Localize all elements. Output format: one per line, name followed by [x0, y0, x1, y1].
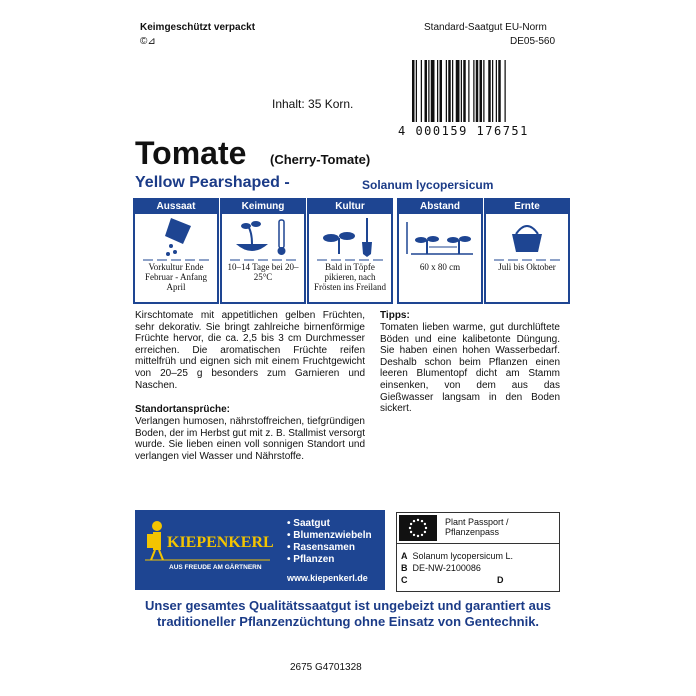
- passport-row-b: [401, 563, 481, 573]
- passport-row-a-label: A: [401, 551, 408, 561]
- barcode: [410, 60, 570, 122]
- passport-title: [445, 517, 509, 537]
- icon-box-header: Keimung: [222, 200, 304, 214]
- tips-heading: Tipps:: [380, 310, 410, 321]
- header-left-line1: Keimgeschützt verpackt: [140, 22, 256, 33]
- content-label: Inhalt: 35 Korn.: [272, 97, 354, 111]
- header-left-line2: ©⊿: [140, 36, 156, 47]
- icon-box-caption: 60 x 80 cm: [419, 262, 461, 272]
- quality-line2: traditioneller Pflanzenzüchtung ohne Einsatz von Gentechnik.: [156, 614, 540, 629]
- basket-icon: [486, 214, 568, 262]
- icon-box-caption: Vorkultur Ende Februar - Anfang April: [145, 262, 207, 292]
- seed-packet-icon: [135, 214, 217, 262]
- passport-row-c-label: C: [401, 575, 408, 585]
- product-variety: Yellow Pearshaped -: [135, 174, 290, 191]
- passport-title-line2: Pflanzenpass: [445, 527, 500, 537]
- icon-box-header: Abstand: [399, 200, 481, 214]
- plant-passport: [396, 512, 560, 592]
- header-right-line1: Standard-Saatgut EU-Norm: [424, 22, 547, 33]
- icon-box-sowing: [133, 198, 219, 304]
- kiepenkerl-logo: [145, 516, 274, 578]
- sprout-thermometer-icon: [222, 214, 304, 262]
- passport-row-d: [497, 575, 504, 585]
- footer-code: 2675 G4701328: [290, 662, 362, 673]
- plant-spade-icon: [309, 214, 391, 262]
- icon-box-cultivation: [307, 198, 393, 304]
- passport-row-c: [401, 575, 408, 585]
- passport-row-b-value: DE-NW-2100086: [412, 563, 481, 573]
- passport-row-a: [401, 551, 513, 561]
- site-heading: Standortansprüche:: [135, 404, 231, 415]
- brand-product-item: • Pflanzen: [287, 554, 335, 565]
- icon-box-header: Kultur: [309, 200, 391, 214]
- brand-name: KIEPENKERL: [167, 534, 274, 551]
- icon-box-caption: Juli bis Oktober: [498, 262, 556, 272]
- icon-box-caption: Bald in Töpfe pikieren, nach Frösten ins Freiland: [314, 262, 386, 292]
- passport-row-b-label: B: [401, 563, 408, 573]
- icon-box-header: Ernte: [486, 200, 568, 214]
- icon-box-header: Aussaat: [135, 200, 217, 214]
- passport-title-line1: Plant Passport /: [445, 517, 509, 527]
- product-subtitle: (Cherry-Tomate): [270, 152, 371, 167]
- product-name: Tomate: [135, 135, 247, 171]
- icon-box-spacing: [397, 198, 483, 304]
- brand-band: [135, 510, 385, 590]
- icon-box-harvest: [484, 198, 570, 304]
- passport-row-a-value: Solanum lycopersicum L.: [412, 551, 514, 561]
- spacing-arrows-icon: [399, 214, 481, 262]
- eu-flag-icon: [399, 515, 437, 541]
- icon-box-germination: [220, 198, 306, 304]
- description-text: Kirschtomate mit appetitlichen gelben Früchten, sehr dekorativ. Sie bringt zahlreiche birnenförmige Früchte hervor, die ca. 2,5 bis 3 cm Durchmesser erreichen. Die aromatischen Früchte reifen mittelfrüh und eignen sich mit einem Fruchtgewicht von 20–25 g besonders zum Garnieren und Naschen.: [135, 310, 365, 391]
- brand-url: www.kiepenkerl.de: [287, 573, 368, 583]
- product-latin-name: Solanum lycopersicum: [362, 178, 494, 192]
- brand-slogan: AUS FREUDE AM GÄRTNERN: [169, 564, 262, 571]
- brand-product-item: • Rasensamen: [287, 542, 355, 553]
- quality-line1: Unser gesamtes Qualitätssaatgut ist ungebeizt und garantiert aus: [145, 598, 551, 613]
- icon-box-caption: 10–14 Tage bei 20–25°C: [227, 262, 299, 282]
- quality-statement: [0, 598, 696, 630]
- tips-text: Tomaten lieben warme, gut durchlüftete Böden und eine kalibetonte Düngung. Sie haben einen hohen Wasserbedarf. Deshalb schon beim Pflanzen einen leeren Blumentopf dicht am Stamm einsenken, von dem aus das Gießwasser langsam in den Boden sickert.: [380, 322, 560, 415]
- brand-product-item: • Blumenzwiebeln: [287, 530, 372, 541]
- passport-row-d-label: D: [497, 575, 504, 585]
- brand-product-list: [287, 518, 372, 566]
- site-text: Verlangen humosen, nährstoffreichen, tiefgründigen Boden, der im Herbst gut mit z. B. Stallmist versorgt wurde. Sie lieben einen voll sonnigen Standort und verlangen viel Wasser und Nährstoffe.: [135, 416, 365, 462]
- barcode-digits: 4 000159 176751: [398, 124, 529, 138]
- brand-product-item: • Saatgut: [287, 518, 330, 529]
- header-right-line2: DE05-560: [510, 36, 556, 47]
